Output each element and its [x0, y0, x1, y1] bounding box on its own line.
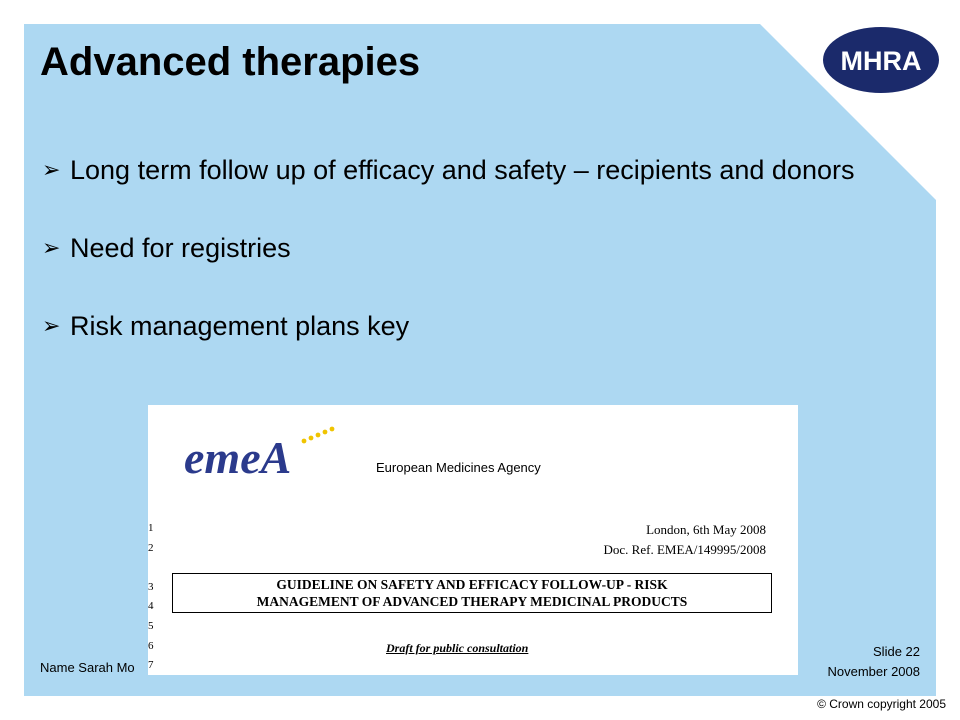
bullet-item — [42, 230, 902, 266]
bullet-text: Risk management plans key — [70, 311, 410, 341]
bullet-item — [42, 152, 902, 188]
slide-title: Advanced therapies — [40, 40, 421, 84]
arrow-bullet-icon: ➢ — [42, 235, 61, 260]
guideline-title-line: GUIDELINE ON SAFETY AND EFFICACY FOLLOW-UP - RISK — [276, 577, 668, 592]
eu-stars-icon — [302, 427, 335, 444]
agency-name: European Medicines Agency — [376, 460, 541, 475]
mhra-logo — [822, 26, 940, 94]
document-image — [148, 405, 798, 675]
guideline-title-box — [172, 573, 772, 613]
slide-info — [828, 642, 921, 682]
arrow-bullet-icon: ➢ — [42, 313, 61, 338]
mhra-logo-text: MHRA — [840, 46, 922, 76]
line-number: 4 — [148, 600, 154, 612]
emea-logo-text: emeA — [184, 432, 292, 477]
guideline-title-line: MANAGEMENT OF ADVANCED THERAPY MEDICINAL PRODUCTS — [256, 594, 688, 609]
line-number: 7 — [148, 659, 154, 671]
document-reference: Doc. Ref. EMEA/149995/2008 — [603, 542, 766, 557]
line-number: 3 — [148, 581, 154, 593]
bullet-item — [42, 308, 902, 344]
arrow-bullet-icon: ➢ — [42, 157, 61, 182]
slide-date: November 2008 — [827, 664, 920, 679]
line-number: 5 — [148, 620, 154, 632]
bullet-list — [42, 152, 902, 344]
slide-number: Slide 22 — [873, 644, 920, 659]
bullet-text: Long term follow up of efficacy and safety – recipients and donors — [70, 155, 855, 185]
bullet-text: Need for registries — [70, 233, 291, 263]
line-number: 1 — [148, 522, 154, 534]
line-number: 2 — [148, 542, 154, 554]
copyright-notice: © Crown copyright 2005 — [817, 697, 946, 711]
location-date: London, 6th May 2008 — [646, 522, 766, 537]
presenter-name: Name Sarah Mo — [40, 660, 135, 675]
line-number: 6 — [148, 640, 154, 652]
draft-label: Draft for public consultation — [386, 641, 529, 655]
emea-logo — [182, 423, 372, 477]
